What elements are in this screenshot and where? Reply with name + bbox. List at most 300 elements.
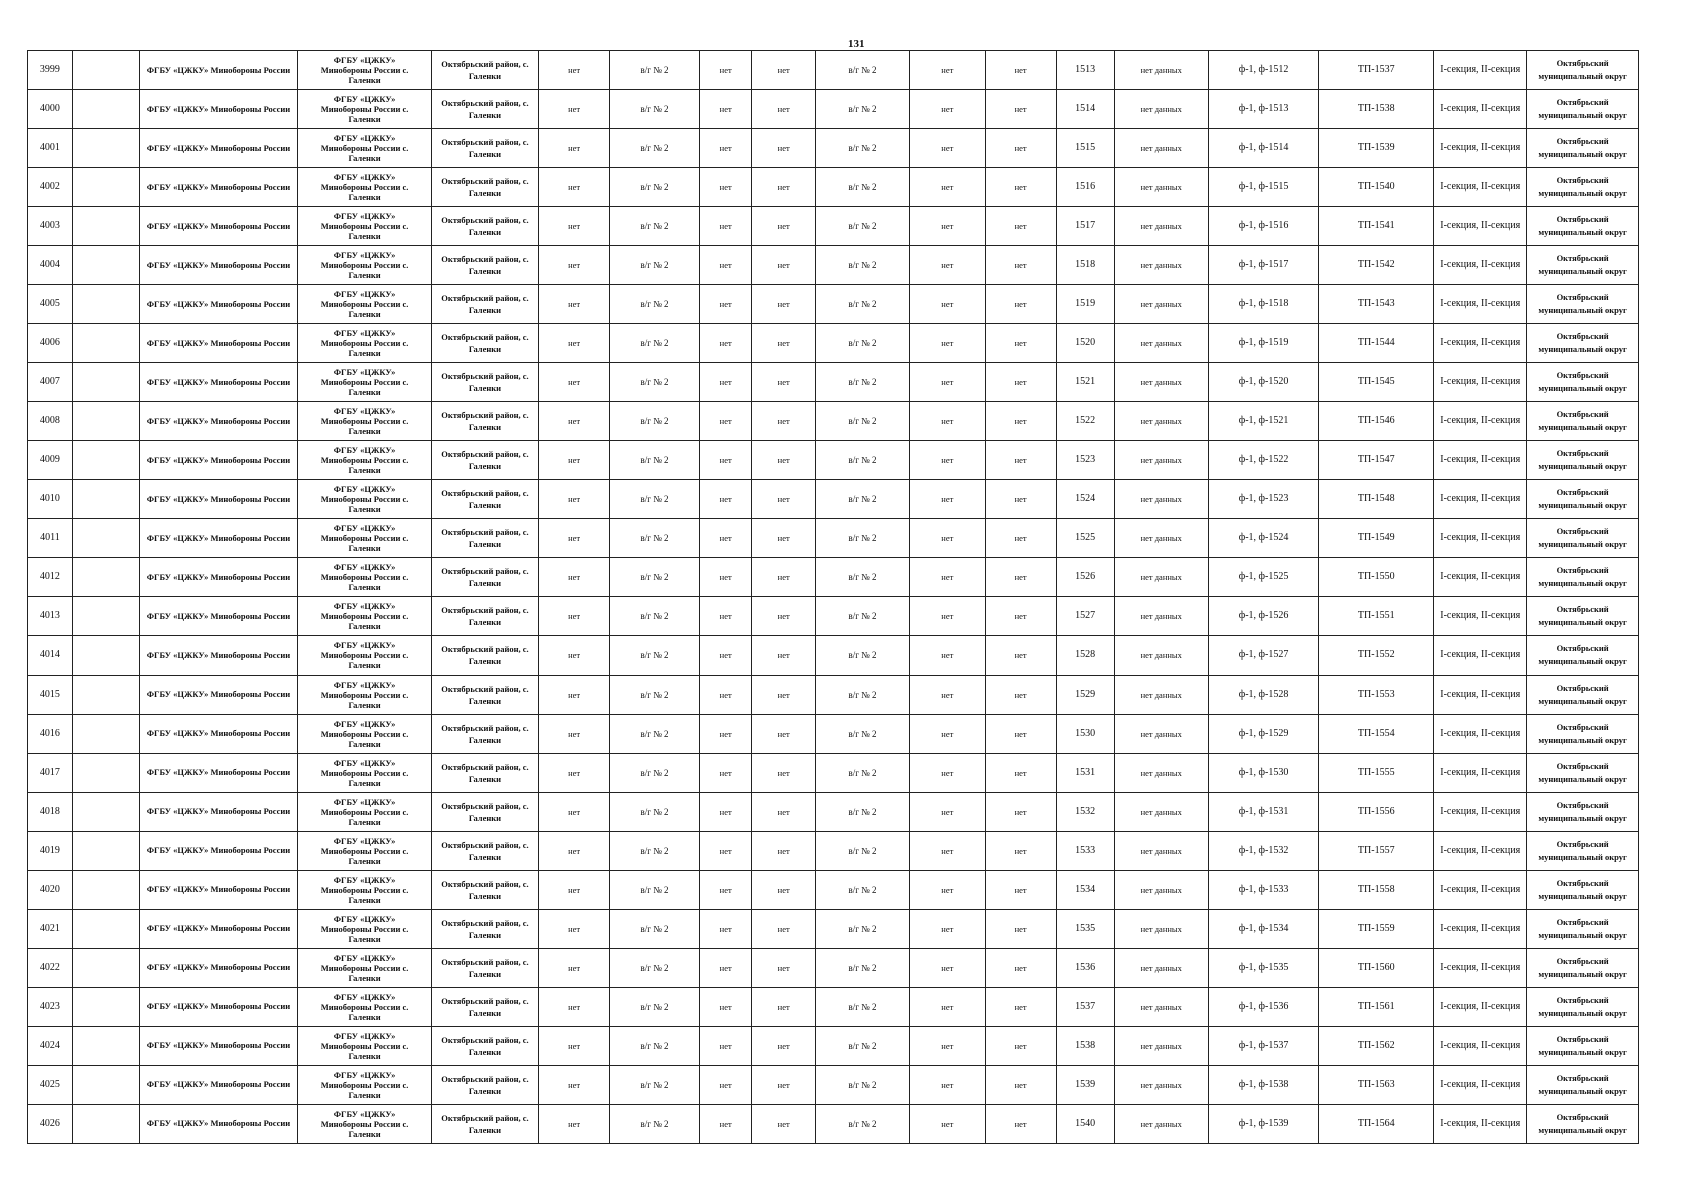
owner-name xyxy=(298,753,432,792)
field-a: нет xyxy=(539,948,610,987)
address: Октябрьский район, с. Галенки xyxy=(431,987,538,1026)
field-a: нет xyxy=(539,324,610,363)
field-c: нет xyxy=(699,129,752,168)
field-a: нет xyxy=(539,987,610,1026)
organization-name: ФГБУ «ЦЖКУ» Минобороны России xyxy=(139,441,298,480)
field-f: нет xyxy=(910,1065,986,1104)
field-g: нет xyxy=(985,441,1056,480)
owner-line: Галенки xyxy=(348,738,381,749)
blank-cell xyxy=(72,207,139,246)
owner-line: ФГБУ «ЦЖКУ» xyxy=(333,718,396,729)
field-f: нет xyxy=(910,909,986,948)
blank-cell xyxy=(72,1026,139,1065)
field-i: нет данных xyxy=(1114,987,1208,1026)
municipality: Октябрьский муниципальный округ xyxy=(1527,129,1639,168)
municipality: Октябрьский муниципальный округ xyxy=(1527,441,1639,480)
field-a: нет xyxy=(539,831,610,870)
field-b: в/г № 2 xyxy=(610,1104,700,1143)
owner-name xyxy=(298,831,432,870)
field-d: нет xyxy=(752,753,815,792)
field-b: в/г № 2 xyxy=(610,636,700,675)
owner-line: Галенки xyxy=(348,504,381,515)
feeder: ф-1, ф-1533 xyxy=(1208,870,1319,909)
field-i: нет данных xyxy=(1114,207,1208,246)
address: Октябрьский район, с. Галенки xyxy=(431,948,538,987)
field-c: нет xyxy=(699,480,752,519)
feeder: ф-1, ф-1534 xyxy=(1208,909,1319,948)
field-g: нет xyxy=(985,714,1056,753)
sections: I-секция, II-секция xyxy=(1434,714,1527,753)
field-a: нет xyxy=(539,675,610,714)
table-row xyxy=(28,714,1639,753)
substation: ТП-1553 xyxy=(1319,675,1434,714)
owner-line: Галенки xyxy=(348,426,381,437)
owner-line: Минобороны России с. xyxy=(320,767,409,778)
table-row xyxy=(28,402,1639,441)
substation: ТП-1539 xyxy=(1319,129,1434,168)
field-e: в/г № 2 xyxy=(815,441,909,480)
table-row xyxy=(28,636,1639,675)
owner-line: ФГБУ «ЦЖКУ» xyxy=(333,133,396,144)
owner-line: ФГБУ «ЦЖКУ» xyxy=(333,796,396,807)
row-number: 3999 xyxy=(28,51,73,90)
row-number: 4000 xyxy=(28,90,73,129)
field-i: нет данных xyxy=(1114,831,1208,870)
owner-line: ФГБУ «ЦЖКУ» xyxy=(333,211,396,222)
municipality: Октябрьский муниципальный округ xyxy=(1527,285,1639,324)
field-c: нет xyxy=(699,987,752,1026)
field-c: нет xyxy=(699,1026,752,1065)
field-e: в/г № 2 xyxy=(815,480,909,519)
organization-name: ФГБУ «ЦЖКУ» Минобороны России xyxy=(139,90,298,129)
field-f: нет xyxy=(910,129,986,168)
municipality: Октябрьский муниципальный округ xyxy=(1527,51,1639,90)
field-d: нет xyxy=(752,519,815,558)
municipality: Октябрьский муниципальный округ xyxy=(1527,831,1639,870)
field-e: в/г № 2 xyxy=(815,402,909,441)
blank-cell xyxy=(72,558,139,597)
owner-line: ФГБУ «ЦЖКУ» xyxy=(333,55,396,66)
owner-name xyxy=(298,51,432,90)
field-f: нет xyxy=(910,480,986,519)
field-e: в/г № 2 xyxy=(815,246,909,285)
field-e: в/г № 2 xyxy=(815,987,909,1026)
object-code: 1532 xyxy=(1056,792,1114,831)
field-g: нет xyxy=(985,987,1056,1026)
field-e: в/г № 2 xyxy=(815,636,909,675)
municipality: Октябрьский муниципальный округ xyxy=(1527,870,1639,909)
address: Октябрьский район, с. Галенки xyxy=(431,1026,538,1065)
feeder: ф-1, ф-1527 xyxy=(1208,636,1319,675)
owner-line: ФГБУ «ЦЖКУ» xyxy=(333,289,396,300)
owner-line: ФГБУ «ЦЖКУ» xyxy=(333,991,396,1002)
field-i: нет данных xyxy=(1114,363,1208,402)
field-i: нет данных xyxy=(1114,909,1208,948)
field-e: в/г № 2 xyxy=(815,558,909,597)
field-c: нет xyxy=(699,1065,752,1104)
field-b: в/г № 2 xyxy=(610,909,700,948)
field-g: нет xyxy=(985,519,1056,558)
owner-line: Галенки xyxy=(348,465,381,476)
row-number: 4003 xyxy=(28,207,73,246)
organization-name: ФГБУ «ЦЖКУ» Минобороны России xyxy=(139,129,298,168)
owner-line: ФГБУ «ЦЖКУ» xyxy=(333,250,396,261)
owner-name xyxy=(298,168,432,207)
row-number: 4021 xyxy=(28,909,73,948)
organization-name: ФГБУ «ЦЖКУ» Минобороны России xyxy=(139,324,298,363)
municipality: Октябрьский муниципальный округ xyxy=(1527,636,1639,675)
blank-cell xyxy=(72,519,139,558)
field-c: нет xyxy=(699,675,752,714)
address: Октябрьский район, с. Галенки xyxy=(431,207,538,246)
field-i: нет данных xyxy=(1114,402,1208,441)
field-b: в/г № 2 xyxy=(610,441,700,480)
owner-name xyxy=(298,90,432,129)
blank-cell xyxy=(72,1065,139,1104)
field-d: нет xyxy=(752,792,815,831)
blank-cell xyxy=(72,168,139,207)
blank-cell xyxy=(72,792,139,831)
field-e: в/г № 2 xyxy=(815,324,909,363)
organization-name: ФГБУ «ЦЖКУ» Минобороны России xyxy=(139,948,298,987)
sections: I-секция, II-секция xyxy=(1434,363,1527,402)
field-f: нет xyxy=(910,168,986,207)
owner-line: ФГБУ «ЦЖКУ» xyxy=(333,835,396,846)
field-b: в/г № 2 xyxy=(610,558,700,597)
owner-name xyxy=(298,987,432,1026)
owner-line: ФГБУ «ЦЖКУ» xyxy=(333,484,396,495)
field-f: нет xyxy=(910,51,986,90)
field-i: нет данных xyxy=(1114,285,1208,324)
field-f: нет xyxy=(910,831,986,870)
owner-name xyxy=(298,285,432,324)
field-a: нет xyxy=(539,168,610,207)
municipality: Октябрьский муниципальный округ xyxy=(1527,714,1639,753)
sections: I-секция, II-секция xyxy=(1434,285,1527,324)
owner-name xyxy=(298,129,432,168)
owner-line: Галенки xyxy=(348,1089,381,1100)
owner-line: Минобороны России с. xyxy=(320,299,409,310)
organization-name: ФГБУ «ЦЖКУ» Минобороны России xyxy=(139,402,298,441)
object-code: 1535 xyxy=(1056,909,1114,948)
object-code: 1537 xyxy=(1056,987,1114,1026)
field-i: нет данных xyxy=(1114,714,1208,753)
organization-name: ФГБУ «ЦЖКУ» Минобороны России xyxy=(139,51,298,90)
row-number: 4024 xyxy=(28,1026,73,1065)
blank-cell xyxy=(72,324,139,363)
field-d: нет xyxy=(752,363,815,402)
field-f: нет xyxy=(910,402,986,441)
table-row xyxy=(28,948,1639,987)
sections: I-секция, II-секция xyxy=(1434,948,1527,987)
feeder: ф-1, ф-1513 xyxy=(1208,90,1319,129)
field-a: нет xyxy=(539,90,610,129)
substation: ТП-1552 xyxy=(1319,636,1434,675)
sections: I-секция, II-секция xyxy=(1434,324,1527,363)
field-c: нет xyxy=(699,441,752,480)
field-c: нет xyxy=(699,168,752,207)
blank-cell xyxy=(72,909,139,948)
feeder: ф-1, ф-1538 xyxy=(1208,1065,1319,1104)
field-b: в/г № 2 xyxy=(610,285,700,324)
field-a: нет xyxy=(539,558,610,597)
field-b: в/г № 2 xyxy=(610,207,700,246)
row-number: 4008 xyxy=(28,402,73,441)
organization-name: ФГБУ «ЦЖКУ» Минобороны России xyxy=(139,714,298,753)
owner-name xyxy=(298,948,432,987)
field-b: в/г № 2 xyxy=(610,129,700,168)
organization-name: ФГБУ «ЦЖКУ» Минобороны России xyxy=(139,1104,298,1143)
field-e: в/г № 2 xyxy=(815,207,909,246)
municipality: Октябрьский муниципальный округ xyxy=(1527,753,1639,792)
object-code: 1534 xyxy=(1056,870,1114,909)
owner-line: ФГБУ «ЦЖКУ» xyxy=(333,172,396,183)
feeder: ф-1, ф-1523 xyxy=(1208,480,1319,519)
owner-line: Минобороны России с. xyxy=(320,884,409,895)
substation: ТП-1550 xyxy=(1319,558,1434,597)
blank-cell xyxy=(72,636,139,675)
field-i: нет данных xyxy=(1114,792,1208,831)
feeder: ф-1, ф-1512 xyxy=(1208,51,1319,90)
substation: ТП-1547 xyxy=(1319,441,1434,480)
blank-cell xyxy=(72,948,139,987)
field-c: нет xyxy=(699,207,752,246)
address: Октябрьский район, с. Галенки xyxy=(431,792,538,831)
field-i: нет данных xyxy=(1114,558,1208,597)
object-code: 1523 xyxy=(1056,441,1114,480)
field-b: в/г № 2 xyxy=(610,519,700,558)
address: Октябрьский район, с. Галенки xyxy=(431,870,538,909)
field-e: в/г № 2 xyxy=(815,675,909,714)
field-b: в/г № 2 xyxy=(610,90,700,129)
field-e: в/г № 2 xyxy=(815,831,909,870)
row-number: 4013 xyxy=(28,597,73,636)
field-e: в/г № 2 xyxy=(815,168,909,207)
owner-line: Минобороны России с. xyxy=(320,455,409,466)
sections: I-секция, II-секция xyxy=(1434,246,1527,285)
row-number: 4010 xyxy=(28,480,73,519)
field-c: нет xyxy=(699,90,752,129)
substation: ТП-1562 xyxy=(1319,1026,1434,1065)
field-a: нет xyxy=(539,246,610,285)
substation: ТП-1537 xyxy=(1319,51,1434,90)
owner-line: Минобороны России с. xyxy=(320,260,409,271)
address: Октябрьский район, с. Галенки xyxy=(431,519,538,558)
owner-name xyxy=(298,441,432,480)
row-number: 4023 xyxy=(28,987,73,1026)
feeder: ф-1, ф-1525 xyxy=(1208,558,1319,597)
owner-name xyxy=(298,1026,432,1065)
table-row xyxy=(28,519,1639,558)
row-number: 4006 xyxy=(28,324,73,363)
address: Октябрьский район, с. Галенки xyxy=(431,90,538,129)
owner-line: Галенки xyxy=(348,777,381,788)
field-i: нет данных xyxy=(1114,1065,1208,1104)
substation: ТП-1548 xyxy=(1319,480,1434,519)
field-e: в/г № 2 xyxy=(815,51,909,90)
owner-line: Галенки xyxy=(348,621,381,632)
table-row xyxy=(28,480,1639,519)
municipality: Октябрьский муниципальный округ xyxy=(1527,402,1639,441)
owner-line: Минобороны России с. xyxy=(320,611,409,622)
field-i: нет данных xyxy=(1114,324,1208,363)
field-c: нет xyxy=(699,51,752,90)
field-e: в/г № 2 xyxy=(815,597,909,636)
field-b: в/г № 2 xyxy=(610,792,700,831)
address: Октябрьский район, с. Галенки xyxy=(431,1065,538,1104)
field-g: нет xyxy=(985,363,1056,402)
municipality: Октябрьский муниципальный округ xyxy=(1527,519,1639,558)
field-g: нет xyxy=(985,597,1056,636)
address: Октябрьский район, с. Галенки xyxy=(431,480,538,519)
blank-cell xyxy=(72,129,139,168)
field-d: нет xyxy=(752,441,815,480)
field-a: нет xyxy=(539,519,610,558)
field-c: нет xyxy=(699,285,752,324)
address: Октябрьский район, с. Галенки xyxy=(431,753,538,792)
owner-name xyxy=(298,363,432,402)
owner-line: ФГБУ «ЦЖКУ» xyxy=(333,952,396,963)
row-number: 4005 xyxy=(28,285,73,324)
field-b: в/г № 2 xyxy=(610,480,700,519)
sections: I-секция, II-секция xyxy=(1434,675,1527,714)
field-a: нет xyxy=(539,909,610,948)
owner-line: Минобороны России с. xyxy=(320,923,409,934)
field-i: нет данных xyxy=(1114,675,1208,714)
feeder: ф-1, ф-1530 xyxy=(1208,753,1319,792)
owner-name xyxy=(298,402,432,441)
blank-cell xyxy=(72,870,139,909)
sections: I-секция, II-секция xyxy=(1434,129,1527,168)
field-a: нет xyxy=(539,129,610,168)
sections: I-секция, II-секция xyxy=(1434,402,1527,441)
owner-line: Минобороны России с. xyxy=(320,806,409,817)
object-code: 1540 xyxy=(1056,1104,1114,1143)
field-g: нет xyxy=(985,480,1056,519)
field-f: нет xyxy=(910,675,986,714)
feeder: ф-1, ф-1524 xyxy=(1208,519,1319,558)
field-e: в/г № 2 xyxy=(815,909,909,948)
field-d: нет xyxy=(752,714,815,753)
field-c: нет xyxy=(699,246,752,285)
owner-name xyxy=(298,246,432,285)
row-number: 4025 xyxy=(28,1065,73,1104)
owner-line: ФГБУ «ЦЖКУ» xyxy=(333,601,396,612)
field-a: нет xyxy=(539,636,610,675)
owner-name xyxy=(298,597,432,636)
owner-line: Галенки xyxy=(348,972,381,983)
substation: ТП-1558 xyxy=(1319,870,1434,909)
field-i: нет данных xyxy=(1114,168,1208,207)
organization-name: ФГБУ «ЦЖКУ» Минобороны России xyxy=(139,519,298,558)
field-i: нет данных xyxy=(1114,870,1208,909)
owner-line: ФГБУ «ЦЖКУ» xyxy=(333,523,396,534)
address: Октябрьский район, с. Галенки xyxy=(431,402,538,441)
object-code: 1539 xyxy=(1056,1065,1114,1104)
owner-line: ФГБУ «ЦЖКУ» xyxy=(333,874,396,885)
field-d: нет xyxy=(752,51,815,90)
field-d: нет xyxy=(752,480,815,519)
owner-name xyxy=(298,1065,432,1104)
feeder: ф-1, ф-1536 xyxy=(1208,987,1319,1026)
field-g: нет xyxy=(985,753,1056,792)
owner-line: Галенки xyxy=(348,348,381,359)
row-number: 4016 xyxy=(28,714,73,753)
field-f: нет xyxy=(910,597,986,636)
address: Октябрьский район, с. Галенки xyxy=(431,363,538,402)
substation: ТП-1542 xyxy=(1319,246,1434,285)
field-i: нет данных xyxy=(1114,441,1208,480)
sections: I-секция, II-секция xyxy=(1434,987,1527,1026)
municipality: Октябрьский муниципальный округ xyxy=(1527,675,1639,714)
field-f: нет xyxy=(910,987,986,1026)
address: Октябрьский район, с. Галенки xyxy=(431,597,538,636)
feeder: ф-1, ф-1514 xyxy=(1208,129,1319,168)
owner-name xyxy=(298,870,432,909)
owner-line: Галенки xyxy=(348,114,381,125)
field-e: в/г № 2 xyxy=(815,90,909,129)
owner-line: Минобороны России с. xyxy=(320,338,409,349)
row-number: 4018 xyxy=(28,792,73,831)
object-code: 1526 xyxy=(1056,558,1114,597)
field-i: нет данных xyxy=(1114,246,1208,285)
table-row xyxy=(28,597,1639,636)
organization-name: ФГБУ «ЦЖКУ» Минобороны России xyxy=(139,675,298,714)
feeder: ф-1, ф-1515 xyxy=(1208,168,1319,207)
owner-line: Галенки xyxy=(348,894,381,905)
municipality: Октябрьский муниципальный округ xyxy=(1527,1104,1639,1143)
organization-name: ФГБУ «ЦЖКУ» Минобороны России xyxy=(139,753,298,792)
field-f: нет xyxy=(910,285,986,324)
field-a: нет xyxy=(539,207,610,246)
owner-line: Минобороны России с. xyxy=(320,572,409,583)
substation: ТП-1559 xyxy=(1319,909,1434,948)
field-c: нет xyxy=(699,948,752,987)
field-g: нет xyxy=(985,636,1056,675)
field-g: нет xyxy=(985,90,1056,129)
field-b: в/г № 2 xyxy=(610,363,700,402)
field-g: нет xyxy=(985,909,1056,948)
field-g: нет xyxy=(985,1104,1056,1143)
field-f: нет xyxy=(910,1026,986,1065)
field-i: нет данных xyxy=(1114,129,1208,168)
table-row xyxy=(28,90,1639,129)
row-number: 4002 xyxy=(28,168,73,207)
field-a: нет xyxy=(539,753,610,792)
field-g: нет xyxy=(985,870,1056,909)
field-f: нет xyxy=(910,753,986,792)
page-number: 131 xyxy=(848,38,865,50)
substation: ТП-1544 xyxy=(1319,324,1434,363)
field-i: нет данных xyxy=(1114,597,1208,636)
field-f: нет xyxy=(910,792,986,831)
field-a: нет xyxy=(539,51,610,90)
owner-line: ФГБУ «ЦЖКУ» xyxy=(333,328,396,339)
field-b: в/г № 2 xyxy=(610,324,700,363)
address: Октябрьский район, с. Галенки xyxy=(431,285,538,324)
field-e: в/г № 2 xyxy=(815,1104,909,1143)
owner-line: Галенки xyxy=(348,933,381,944)
field-f: нет xyxy=(910,363,986,402)
blank-cell xyxy=(72,402,139,441)
feeder: ф-1, ф-1516 xyxy=(1208,207,1319,246)
field-b: в/г № 2 xyxy=(610,1026,700,1065)
object-code: 1514 xyxy=(1056,90,1114,129)
substation: ТП-1546 xyxy=(1319,402,1434,441)
owner-line: ФГБУ «ЦЖКУ» xyxy=(333,757,396,768)
field-b: в/г № 2 xyxy=(610,987,700,1026)
blank-cell xyxy=(72,441,139,480)
